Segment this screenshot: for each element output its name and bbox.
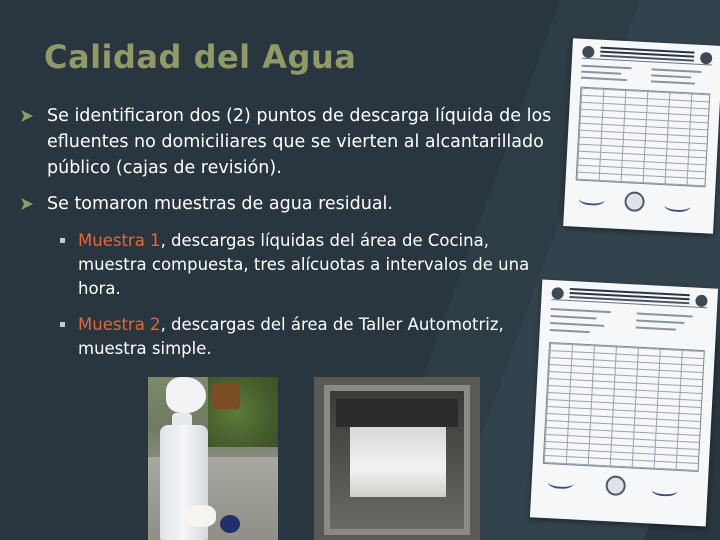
sample-label: Muestra 1	[78, 231, 161, 250]
sample-label: Muestra 2	[78, 315, 161, 334]
bullet-list	[20, 103, 560, 361]
square-bullet-icon	[60, 322, 65, 327]
bullet-text: Se tomaron muestras de agua residual.	[47, 194, 393, 214]
arrowhead-bullet-icon	[20, 109, 34, 123]
signature-icon	[578, 193, 605, 206]
lab-report-image	[563, 38, 720, 234]
arrowhead-bullet-icon	[20, 197, 34, 211]
sub-bullet-item	[20, 313, 560, 361]
slide-title: Calidad del Agua	[44, 38, 357, 76]
bullet-item	[20, 191, 560, 217]
square-bullet-icon	[60, 238, 65, 243]
sub-bullet-text: , descargas líquidas del área de Cocina, muestra compuesta, tres alícuotas a intervalos de una hora.	[78, 231, 530, 298]
signature-icon	[664, 199, 691, 212]
logo-icon	[700, 52, 713, 65]
report-header	[582, 44, 713, 66]
sub-bullet-text: , descargas del área de Taller Automotriz, muestra simple.	[78, 315, 504, 358]
stamp-icon	[624, 191, 645, 212]
bullet-item	[20, 103, 560, 181]
inspection-box-photo	[314, 377, 480, 540]
logo-icon	[551, 287, 564, 300]
report-header	[551, 285, 708, 308]
signature-icon	[651, 484, 678, 497]
stamp-icon	[605, 475, 626, 496]
bullet-text: Se identificaron dos (2) puntos de descarga líquida de los efluentes no domiciliares que se vierten al alcantarillado público (cajas de revisión).	[47, 106, 552, 178]
lab-report-image	[530, 280, 718, 527]
logo-icon	[582, 46, 595, 59]
signature-icon	[547, 476, 574, 489]
sampling-photo	[148, 377, 278, 540]
results-table	[576, 87, 711, 188]
logo-icon	[695, 295, 708, 308]
results-table	[543, 342, 705, 472]
sub-bullet-item	[20, 229, 560, 301]
